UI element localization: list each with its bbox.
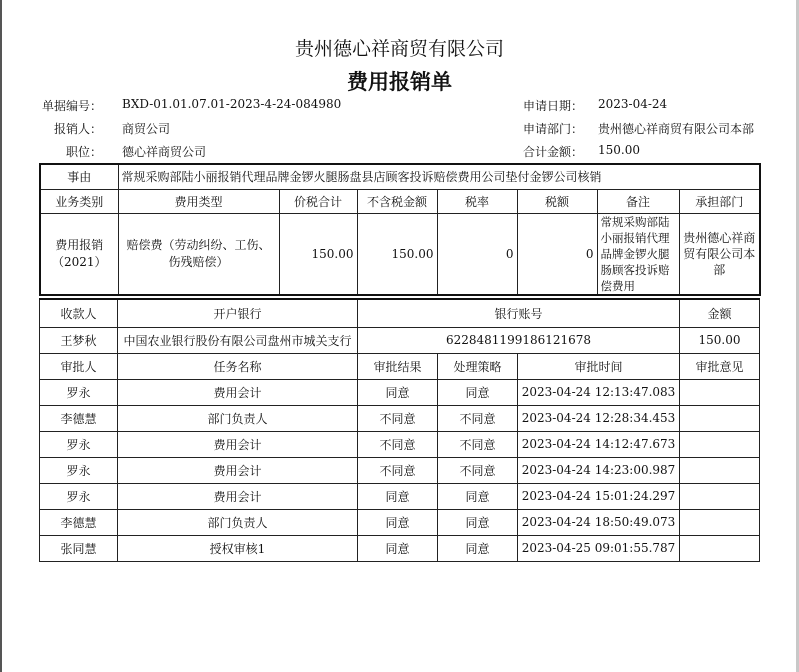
approval-header-strategy: 处理策略 [438, 353, 518, 379]
payee-bank: 中国农业银行股份有限公司盘州市城关支行 [118, 327, 358, 353]
approval-table [39, 298, 760, 562]
approval-approver: 罗永 [40, 483, 118, 509]
approval-result: 不同意 [358, 431, 438, 457]
payee-header-name: 收款人 [40, 299, 118, 327]
document-title: 费用报销单 [347, 70, 452, 94]
approval-comment [680, 457, 760, 483]
approval-result: 同意 [358, 535, 438, 561]
apply-dept-value: 贵州德心祥商贸有限公司本部 [598, 122, 755, 136]
payee-header-account: 银行账号 [358, 299, 680, 327]
approval-result: 不同意 [358, 405, 438, 431]
approval-time: 2023-04-24 15:01:24.297 [518, 483, 680, 509]
approval-approver: 李德慧 [40, 405, 118, 431]
payee-header-amount: 金额 [680, 299, 760, 327]
approval-time: 2023-04-24 14:12:47.673 [518, 431, 680, 457]
doc-no-label: 单据编号： [41, 99, 102, 113]
approval-task: 费用会计 [118, 483, 358, 509]
expense-row [40, 213, 760, 295]
position-value: 德心祥商贸公司 [122, 145, 207, 159]
approval-comment [680, 535, 760, 561]
approval-time: 2023-04-25 09:01:55.787 [518, 535, 680, 561]
approval-approver: 张同慧 [40, 535, 118, 561]
total-value: 150.00 [598, 143, 640, 157]
approval-time: 2023-04-24 12:28:34.453 [518, 405, 680, 431]
payee-row [40, 327, 760, 353]
approval-header-row [40, 353, 760, 379]
expense-header-total: 价税合计 [279, 189, 357, 213]
expense-tax: 0 [517, 213, 597, 295]
approval-row [40, 535, 760, 561]
payee-header-row [40, 299, 760, 327]
approval-approver: 罗永 [40, 379, 118, 405]
approval-row [40, 457, 760, 483]
expense-type: 赔偿费（劳动纠纷、工伤、伤残赔偿） [118, 213, 279, 295]
apply-dept-label: 申请部门： [522, 122, 583, 136]
approval-time: 2023-04-24 18:50:49.073 [518, 509, 680, 535]
expense-header-row [40, 189, 760, 213]
expense-dept: 贵州德心祥商贸有限公司本部 [679, 213, 760, 295]
expense-header-dept: 承担部门 [679, 189, 760, 213]
payee-amount: 150.00 [680, 327, 760, 353]
expense-header-remark: 备注 [597, 189, 679, 213]
left-frame-border [0, 0, 2, 672]
approval-task: 费用会计 [118, 431, 358, 457]
approval-strategy: 同意 [438, 483, 518, 509]
expense-net: 150.00 [357, 213, 437, 295]
payee-account: 6228481199186121678 [358, 327, 680, 353]
expense-header-category: 业务类别 [40, 189, 118, 213]
approval-row [40, 405, 760, 431]
approval-strategy: 不同意 [438, 431, 518, 457]
apply-date-label: 申请日期： [522, 99, 583, 113]
approval-strategy: 不同意 [438, 405, 518, 431]
approval-strategy: 同意 [438, 379, 518, 405]
approval-strategy: 同意 [438, 509, 518, 535]
expense-table [39, 163, 761, 296]
approval-comment [680, 431, 760, 457]
approval-approver: 罗永 [40, 431, 118, 457]
total-label: 合计金额： [522, 145, 583, 159]
doc-no-value: BXD-01.01.07.01-2023-4-24-084980 [122, 97, 342, 111]
claimant-value: 商贸公司 [122, 122, 171, 136]
reason-label: 事由 [40, 164, 118, 189]
approval-result: 同意 [358, 483, 438, 509]
expense-total: 150.00 [279, 213, 357, 295]
expense-header-tax: 税额 [517, 189, 597, 213]
expense-category: 费用报销（2021） [40, 213, 118, 295]
approval-result: 不同意 [358, 457, 438, 483]
approval-row [40, 379, 760, 405]
expense-header-net: 不含税金额 [357, 189, 437, 213]
approval-time: 2023-04-24 12:13:47.083 [518, 379, 680, 405]
approval-comment [680, 483, 760, 509]
approval-task: 授权审核1 [118, 535, 358, 561]
approval-strategy: 不同意 [438, 457, 518, 483]
approval-result: 同意 [358, 509, 438, 535]
approval-row [40, 431, 760, 457]
expense-remark: 常规采购部陆小丽报销代理品牌金锣火腿肠顾客投诉赔偿费用 [597, 213, 679, 295]
apply-date-value: 2023-04-24 [598, 97, 668, 111]
approval-task: 部门负责人 [118, 509, 358, 535]
claimant-label: 报销人： [53, 122, 102, 136]
approval-comment [680, 379, 760, 405]
approval-task: 部门负责人 [118, 405, 358, 431]
approval-task: 费用会计 [118, 379, 358, 405]
reason-text: 常规采购部陆小丽报销代理品牌金锣火腿肠盘县店顾客投诉赔偿费用公司垫付金锣公司核销 [118, 164, 760, 189]
payee-name: 王梦秋 [40, 327, 118, 353]
expense-tax-rate: 0 [437, 213, 517, 295]
approval-approver: 李德慧 [40, 509, 118, 535]
approval-header-comment: 审批意见 [680, 353, 760, 379]
approval-task: 费用会计 [118, 457, 358, 483]
approval-header-time: 审批时间 [518, 353, 680, 379]
approval-approver: 罗永 [40, 457, 118, 483]
approval-time: 2023-04-24 14:23:00.987 [518, 457, 680, 483]
approval-comment [680, 509, 760, 535]
company-name: 贵州德心祥商贸有限公司 [294, 38, 504, 60]
expense-header-type: 费用类型 [118, 189, 279, 213]
approval-header-result: 审批结果 [358, 353, 438, 379]
approval-header-approver: 审批人 [40, 353, 118, 379]
approval-result: 同意 [358, 379, 438, 405]
approval-comment [680, 405, 760, 431]
approval-row [40, 483, 760, 509]
position-label: 职位： [65, 145, 102, 159]
approval-header-task: 任务名称 [118, 353, 358, 379]
approval-row [40, 509, 760, 535]
expense-header-tax-rate: 税率 [437, 189, 517, 213]
approval-strategy: 同意 [438, 535, 518, 561]
payee-header-bank: 开户银行 [118, 299, 358, 327]
